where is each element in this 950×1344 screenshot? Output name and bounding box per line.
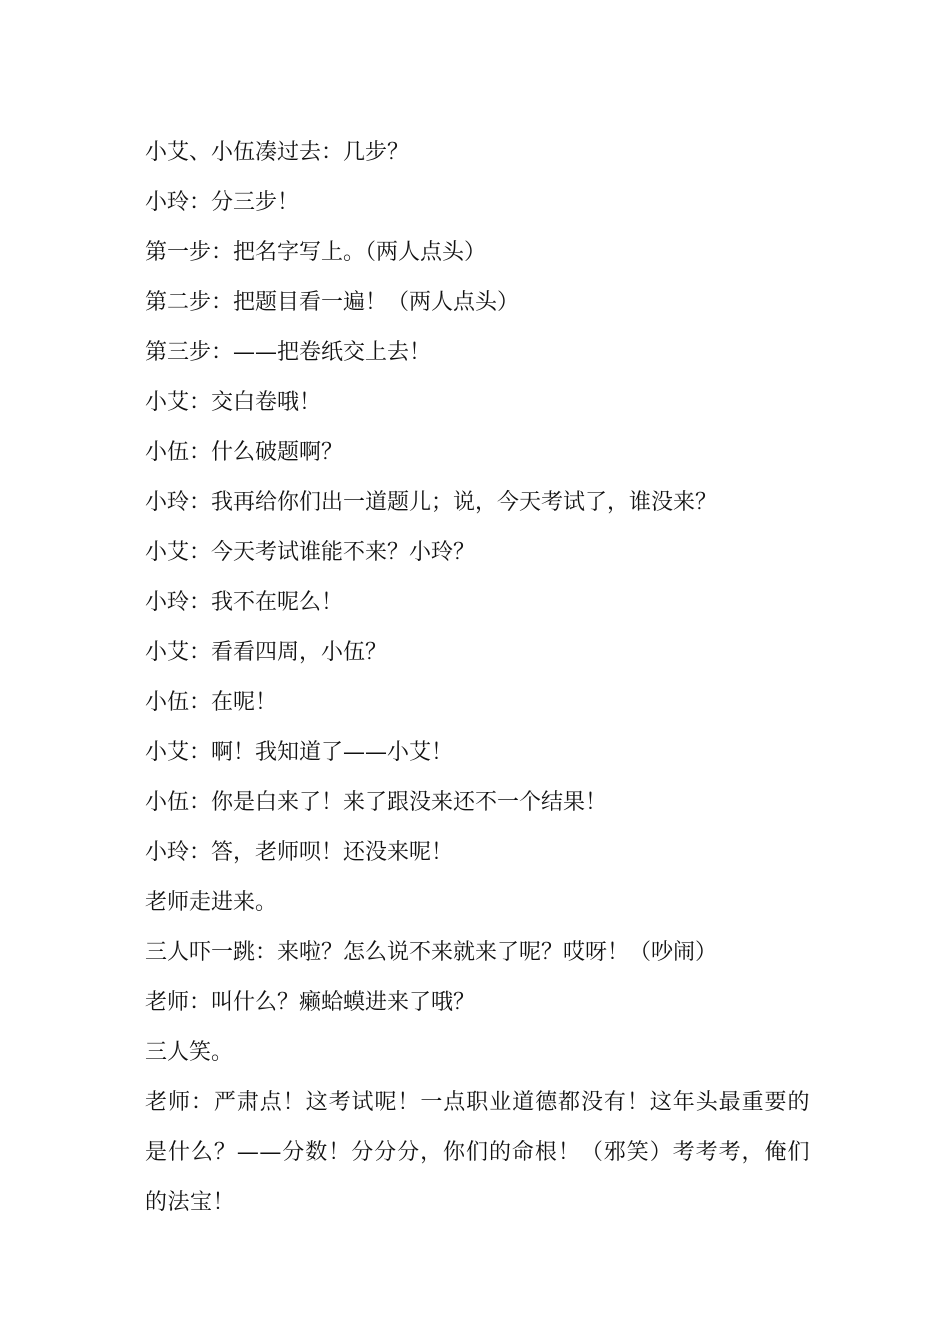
dialogue-line: 小伍：你是白来了！来了跟没来还不一个结果！	[145, 790, 608, 815]
dialogue-line: 第一步：把名字写上。（两人点头）	[145, 240, 487, 265]
stage-direction: 三人笑。	[145, 1040, 234, 1065]
script-text	[145, 128, 810, 1228]
dialogue-line: 小玲：答，老师呗！还没来呢！	[145, 840, 454, 865]
dialogue-line: 小艾、小伍凑过去：几步？	[145, 140, 410, 165]
dialogue-line: 第二步：把题目看一遍！（两人点头）	[145, 290, 520, 315]
dialogue-line: 小伍：什么破题啊？	[145, 440, 344, 465]
dialogue-line: 小艾：今天考试谁能不来？小玲？	[145, 540, 476, 565]
stage-direction: 老师走进来。	[145, 890, 278, 915]
dialogue-line: 小艾：看看四周，小伍？	[145, 640, 388, 665]
dialogue-line: 小艾：交白卷哦！	[145, 390, 322, 415]
dialogue-line: 小艾：啊！我知道了——小艾！	[145, 740, 454, 765]
dialogue-line: 小伍：在呢！	[145, 690, 278, 715]
dialogue-line: 三人吓一跳：来啦？怎么说不来就来了呢？哎呀！（吵闹）	[145, 940, 718, 965]
dialogue-line: 小玲：分三步！	[145, 190, 300, 215]
dialogue-line: 第三步：——把卷纸交上去！	[145, 340, 432, 365]
dialogue-paragraph: 老师：严肃点！这考试呢！一点职业道德都没有！这年头最重要的是什么？——分数！分分分，你们的命根！（邪笑）考考考，俺们的法宝！	[145, 1090, 810, 1215]
dialogue-line: 老师：叫什么？癞蛤蟆进来了哦？	[145, 990, 476, 1015]
dialogue-line: 小玲：我不在呢么！	[145, 590, 344, 615]
dialogue-line: 小玲：我再给你们出一道题儿；说，今天考试了，谁没来？	[145, 490, 718, 515]
